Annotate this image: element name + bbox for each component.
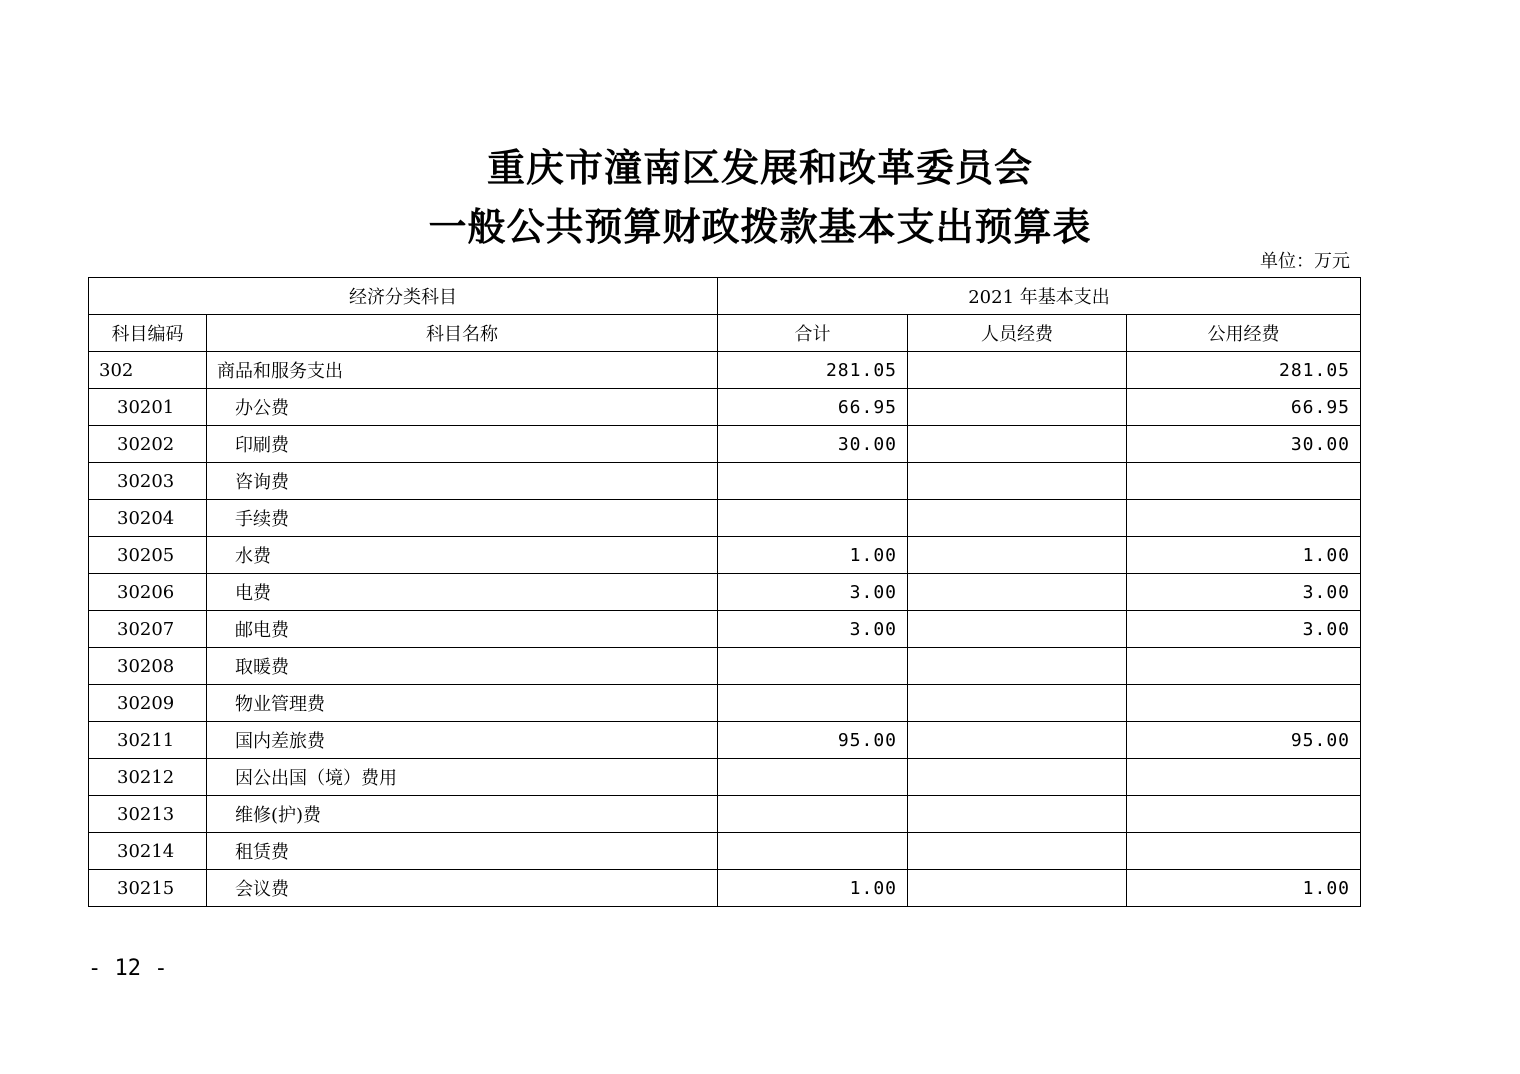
cell-code: 30207 <box>89 611 207 648</box>
cell-name: 国内差旅费 <box>207 722 718 759</box>
table-row <box>89 463 1361 500</box>
cell-total: 66.95 <box>718 389 908 426</box>
cell-code: 30212 <box>89 759 207 796</box>
table-row <box>89 537 1361 574</box>
cell-personnel <box>908 537 1127 574</box>
cell-name: 邮电费 <box>207 611 718 648</box>
cell-public: 66.95 <box>1127 389 1361 426</box>
cell-name: 电费 <box>207 574 718 611</box>
cell-name: 租赁费 <box>207 833 718 870</box>
cell-personnel <box>908 722 1127 759</box>
cell-personnel <box>908 833 1127 870</box>
cell-name: 因公出国（境）费用 <box>207 759 718 796</box>
column-header-public: 公用经费 <box>1127 315 1361 352</box>
cell-name: 会议费 <box>207 870 718 907</box>
column-header-code: 科目编码 <box>89 315 207 352</box>
table-row <box>89 389 1361 426</box>
table-row <box>89 722 1361 759</box>
page-number: - 12 - <box>88 956 168 981</box>
cell-name: 水费 <box>207 537 718 574</box>
cell-name: 商品和服务支出 <box>207 352 718 389</box>
cell-total <box>718 759 908 796</box>
cell-personnel <box>908 648 1127 685</box>
cell-code: 30202 <box>89 426 207 463</box>
cell-code: 30215 <box>89 870 207 907</box>
group-header-row <box>89 278 1361 315</box>
cell-total: 95.00 <box>718 722 908 759</box>
cell-total <box>718 463 908 500</box>
cell-name: 办公费 <box>207 389 718 426</box>
cell-code: 30204 <box>89 500 207 537</box>
cell-public: 30.00 <box>1127 426 1361 463</box>
table-row <box>89 500 1361 537</box>
table-row <box>89 648 1361 685</box>
cell-total <box>718 796 908 833</box>
cell-total <box>718 685 908 722</box>
cell-total <box>718 500 908 537</box>
cell-public <box>1127 796 1361 833</box>
cell-code: 30213 <box>89 796 207 833</box>
column-header-name: 科目名称 <box>207 315 718 352</box>
cell-code: 30208 <box>89 648 207 685</box>
cell-public <box>1127 463 1361 500</box>
cell-name: 印刷费 <box>207 426 718 463</box>
cell-name: 维修(护)费 <box>207 796 718 833</box>
cell-public: 1.00 <box>1127 870 1361 907</box>
cell-total <box>718 648 908 685</box>
cell-public: 281.05 <box>1127 352 1361 389</box>
document-title-line1: 重庆市潼南区发展和改革委员会 <box>486 145 1033 190</box>
cell-public: 1.00 <box>1127 537 1361 574</box>
table-row <box>89 870 1361 907</box>
cell-total <box>718 833 908 870</box>
cell-name: 物业管理费 <box>207 685 718 722</box>
document-title-line2: 一般公共预算财政拨款基本支出预算表 <box>428 204 1092 249</box>
cell-personnel <box>908 574 1127 611</box>
cell-code: 30201 <box>89 389 207 426</box>
table-body <box>89 352 1361 907</box>
table-row <box>89 685 1361 722</box>
group-header-economic-class: 经济分类科目 <box>89 278 718 315</box>
cell-personnel <box>908 500 1127 537</box>
cell-personnel <box>908 759 1127 796</box>
cell-public <box>1127 685 1361 722</box>
cell-code: 30203 <box>89 463 207 500</box>
budget-table <box>88 277 1361 907</box>
table-row <box>89 833 1361 870</box>
cell-total: 281.05 <box>718 352 908 389</box>
cell-personnel <box>908 611 1127 648</box>
cell-name: 咨询费 <box>207 463 718 500</box>
cell-total: 3.00 <box>718 611 908 648</box>
cell-name: 取暖费 <box>207 648 718 685</box>
unit-label: 单位：万元 <box>1260 251 1350 272</box>
table-row <box>89 352 1361 389</box>
column-header-row <box>89 315 1361 352</box>
cell-code: 30211 <box>89 722 207 759</box>
cell-code: 30214 <box>89 833 207 870</box>
table-row <box>89 796 1361 833</box>
cell-total: 1.00 <box>718 537 908 574</box>
cell-personnel <box>908 389 1127 426</box>
cell-total: 3.00 <box>718 574 908 611</box>
table-row <box>89 426 1361 463</box>
cell-public: 3.00 <box>1127 574 1361 611</box>
cell-public: 3.00 <box>1127 611 1361 648</box>
cell-personnel <box>908 426 1127 463</box>
cell-code: 30206 <box>89 574 207 611</box>
cell-code: 30209 <box>89 685 207 722</box>
cell-personnel <box>908 796 1127 833</box>
cell-public <box>1127 759 1361 796</box>
cell-total: 1.00 <box>718 870 908 907</box>
cell-public <box>1127 500 1361 537</box>
table-row <box>89 574 1361 611</box>
cell-public: 95.00 <box>1127 722 1361 759</box>
table-row <box>89 759 1361 796</box>
cell-personnel <box>908 463 1127 500</box>
cell-public <box>1127 833 1361 870</box>
cell-personnel <box>908 870 1127 907</box>
group-header-basic-expenditure: 2021 年基本支出 <box>718 278 1361 315</box>
cell-personnel <box>908 685 1127 722</box>
cell-code: 302 <box>89 352 207 389</box>
cell-code: 30205 <box>89 537 207 574</box>
cell-public <box>1127 648 1361 685</box>
table-row <box>89 611 1361 648</box>
column-header-personnel: 人员经费 <box>908 315 1127 352</box>
cell-name: 手续费 <box>207 500 718 537</box>
column-header-total: 合计 <box>718 315 908 352</box>
cell-personnel <box>908 352 1127 389</box>
cell-total: 30.00 <box>718 426 908 463</box>
